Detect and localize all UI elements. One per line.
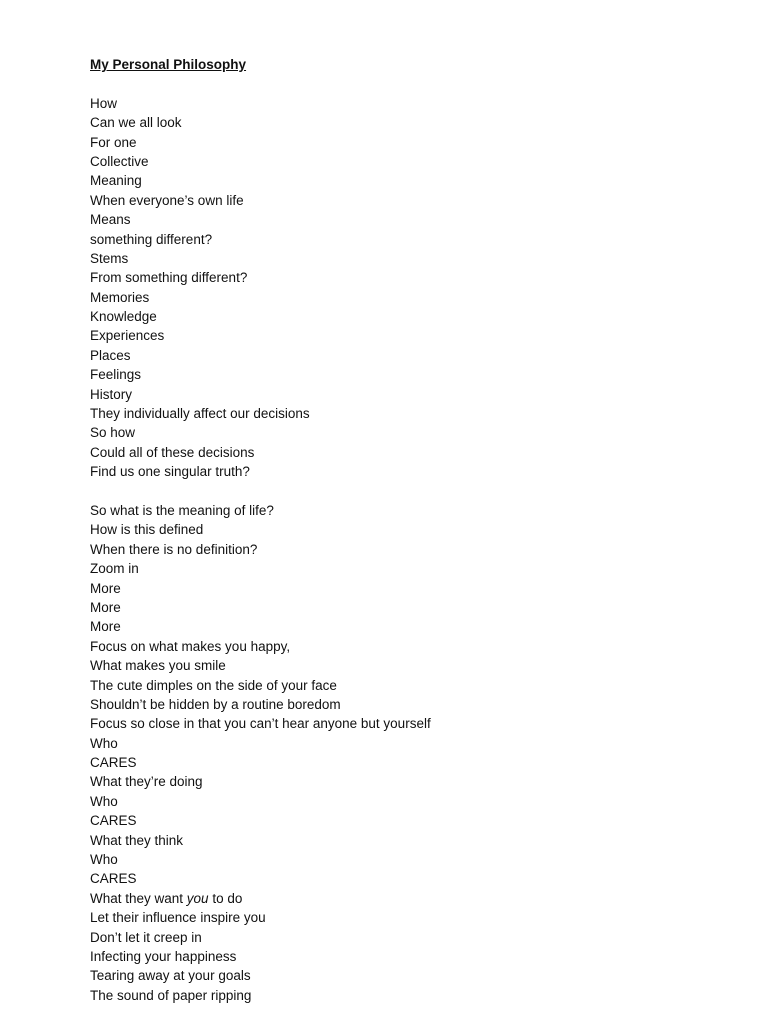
stanza — [90, 94, 431, 482]
poem-line: Who — [90, 852, 118, 868]
poem-line: Shouldn’t be hidden by a routine boredom — [90, 696, 341, 712]
poem-line: Can we all look — [90, 115, 182, 131]
poem-line: What they think — [90, 832, 184, 848]
poem-line: Meaning — [90, 173, 142, 189]
poem-line: Knowledge — [90, 309, 157, 325]
poem-line: Let their influence inspire you — [90, 910, 266, 926]
poem-line: They individually affect our decisions — [90, 406, 310, 422]
poem-line: Experiences — [90, 328, 165, 344]
poem-line-text: to do — [208, 890, 243, 906]
poem-line: Zoom in — [90, 561, 139, 577]
poem-line: More — [90, 619, 121, 635]
document-body — [90, 55, 431, 1005]
poem-line-text: What they want — [90, 890, 187, 906]
poem-line: How — [90, 95, 118, 111]
poem-line: What makes you smile — [90, 658, 226, 674]
poem-line: Places — [90, 347, 131, 363]
poem-line: Could all of these decisions — [90, 444, 255, 460]
poem-line-emphasis: you — [186, 890, 209, 906]
poem-line: For one — [90, 134, 137, 150]
poem-line: CARES — [90, 755, 137, 771]
stanza — [90, 501, 431, 1005]
poem-line: Don’t let it creep in — [90, 929, 202, 945]
blank-line — [90, 482, 431, 501]
poem-line: something different? — [90, 231, 213, 247]
poem-line: Feelings — [90, 367, 142, 383]
poem-line: Focus on what makes you happy, — [90, 638, 291, 654]
poem-line: The cute dimples on the side of your face — [90, 677, 337, 693]
blank-line — [90, 74, 431, 93]
poem-line: Memories — [90, 289, 150, 305]
poem-line: So how — [90, 425, 136, 441]
poem-line: From something different? — [90, 270, 248, 286]
poem-line: Means — [90, 212, 131, 228]
poem-line: CARES — [90, 871, 137, 887]
poem-line: CARES — [90, 813, 137, 829]
poem-line: Infecting your happiness — [90, 948, 237, 964]
poem-line: Find us one singular truth? — [90, 464, 250, 480]
poem-line: Stems — [90, 250, 129, 266]
poem — [90, 94, 431, 1005]
poem-line: History — [90, 386, 133, 402]
poem-line — [90, 889, 431, 908]
poem-line: More — [90, 580, 121, 596]
poem-line: More — [90, 599, 121, 615]
document-title: My Personal Philosophy — [90, 57, 247, 72]
poem-line: Collective — [90, 153, 149, 169]
poem-line: How is this defined — [90, 522, 204, 538]
poem-line: Focus so close in that you can’t hear anyone but yourself — [90, 716, 431, 732]
poem-line: When there is no definition? — [90, 541, 258, 557]
poem-line: Who — [90, 793, 118, 809]
poem-line: The sound of paper ripping — [90, 987, 252, 1003]
poem-line: Who — [90, 735, 118, 751]
poem-line: What they’re doing — [90, 774, 203, 790]
poem-line: So what is the meaning of life? — [90, 502, 274, 518]
poem-line: Tearing away at your goals — [90, 968, 251, 984]
poem-line: When everyone’s own life — [90, 192, 244, 208]
